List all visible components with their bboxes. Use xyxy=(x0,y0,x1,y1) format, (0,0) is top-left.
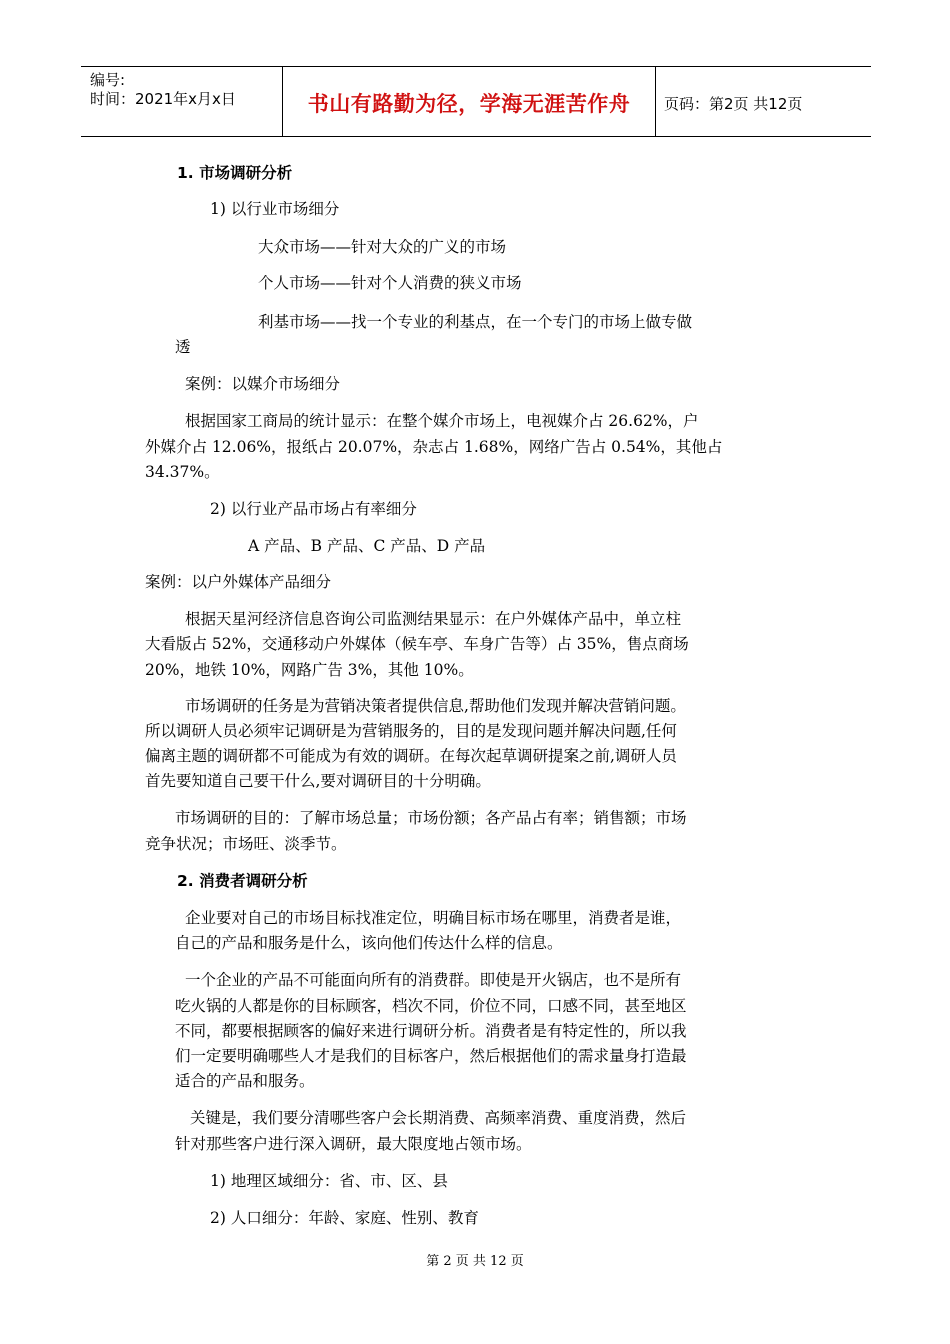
footer-page-number: 第 2 页 共 12 页 xyxy=(426,1254,524,1269)
consumer-paragraph-line: 关键是，我们要分清哪些客户会长期消费、高频率消费、重度消费，然后 xyxy=(190,1109,687,1127)
case-1-label: 案例：以媒介市场细分 xyxy=(185,375,341,393)
header-page-info-cell xyxy=(656,67,871,136)
header-page-info: 页码：第2页 共12页 xyxy=(664,94,803,113)
list-item-mass-market: 大众市场——针对大众的广义的市场 xyxy=(258,238,507,256)
segment-item-demographic: 2) 人口细分：年龄、家庭、性别、教育 xyxy=(210,1209,479,1227)
case-1-paragraph-line: 根据国家工商局的统计显示：在整个媒介市场上，电视媒介占 26.62%，户 xyxy=(185,412,699,430)
consumer-paragraph-line: 自己的产品和服务是什么，该向他们传达什么样的信息。 xyxy=(175,934,563,952)
section-1-title: 1. 市场调研分析 xyxy=(177,164,293,182)
case-1-paragraph-line: 外媒介占 12.06%，报纸占 20.07%，杂志占 1.68%，网络广告占 0.54%，其他占 xyxy=(145,438,723,456)
task-paragraph-line: 所以调研人员必须牢记调研是为营销服务的，目的是发现问题并解决问题,任何 xyxy=(145,722,677,740)
section-2-title: 2. 消费者调研分析 xyxy=(177,872,308,890)
section-1-subheading-1: 1) 以行业市场细分 xyxy=(210,200,340,218)
consumer-paragraph-line: 不同，都要根据顾客的偏好来进行调研分析。消费者是有特定性的，所以我 xyxy=(175,1022,687,1040)
consumer-paragraph-line: 吃火锅的人都是你的目标顾客，档次不同，价位不同，口感不同，甚至地区 xyxy=(175,997,687,1015)
consumer-paragraph-line: 适合的产品和服务。 xyxy=(175,1072,315,1090)
list-item-personal-market: 个人市场——针对个人消费的狭义市场 xyxy=(258,274,522,292)
task-paragraph-line: 市场调研的任务是为营销决策者提供信息,帮助他们发现并解决营销问题。 xyxy=(185,697,686,715)
header-motto: 书山有路勤为径，学海无涯苦作舟 xyxy=(307,92,631,116)
product-list: A 产品、B 产品、C 产品、D 产品 xyxy=(248,537,486,555)
section-1-subheading-2: 2) 以行业产品市场占有率细分 xyxy=(210,500,417,518)
page-header xyxy=(81,66,871,137)
consumer-paragraph-line: 针对那些客户进行深入调研，最大限度地占领市场。 xyxy=(175,1135,532,1153)
header-motto-cell xyxy=(283,67,656,136)
case-2-paragraph-line: 大看版占 52%，交通移动户外媒体（候车亭、车身广告等）占 35%，售点商场 xyxy=(145,635,689,653)
segment-item-geographic: 1) 地理区域细分：省、市、区、县 xyxy=(210,1172,448,1190)
consumer-paragraph-line: 们一定要明确哪些人才是我们的目标客户，然后根据他们的需求量身打造最 xyxy=(175,1047,687,1065)
case-2-paragraph-line: 根据天星河经济信息咨询公司监测结果显示：在户外媒体产品中，单立柱 xyxy=(185,610,682,628)
page-footer xyxy=(0,1250,950,1269)
consumer-paragraph-line: 企业要对自己的市场目标找准定位，明确目标市场在哪里，消费者是谁， xyxy=(185,909,682,927)
list-item-niche-market-cont: 透 xyxy=(175,338,191,356)
case-1-paragraph-line: 34.37%。 xyxy=(145,463,220,481)
case-2-paragraph-line: 20%，地铁 10%，网路广告 3%，其他 10%。 xyxy=(145,661,474,679)
list-item-niche-market: 利基市场——找一个专业的利基点，在一个专门的市场上做专做 xyxy=(258,313,693,331)
document-date: 时间：2021年x月x日 xyxy=(90,90,236,108)
consumer-paragraph-line: 一个企业的产品不可能面向所有的消费群。即使是开火锅店，也不是所有 xyxy=(185,971,682,989)
task-paragraph-line: 偏离主题的调研都不可能成为有效的调研。在每次起草调研提案之前,调研人员 xyxy=(145,747,677,765)
purpose-paragraph-line: 市场调研的目的：了解市场总量；市场份额；各产品占有率；销售额；市场 xyxy=(175,809,687,827)
document-number-label: 编号: xyxy=(90,71,126,89)
purpose-paragraph-line: 竞争状况；市场旺、淡季节。 xyxy=(145,835,347,853)
header-meta xyxy=(81,67,283,136)
task-paragraph-line: 首先要知道自己要干什么,要对调研目的十分明确。 xyxy=(145,772,491,790)
case-2-label: 案例：以户外媒体产品细分 xyxy=(145,573,332,591)
